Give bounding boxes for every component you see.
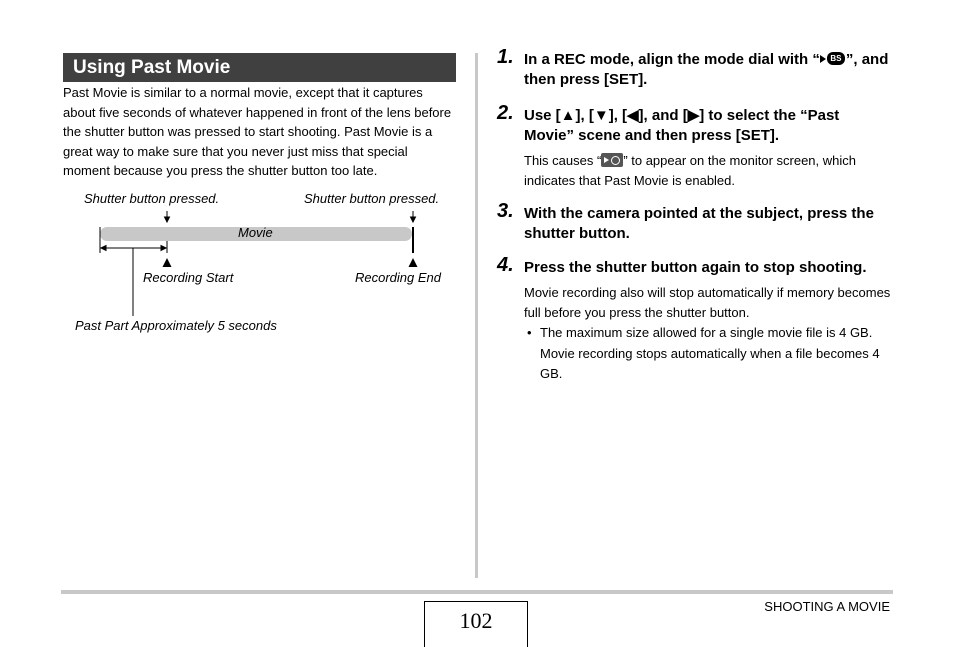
step-description: Movie recording also will stop automatically if memory becomes full before you press the shutter button. xyxy=(524,285,891,320)
step-number: 3. xyxy=(497,200,514,222)
past-part-arrow xyxy=(101,246,166,251)
step-number: 1. xyxy=(497,46,514,68)
step-2 xyxy=(497,102,892,190)
step-title: Use [▲], [▼], [◀], and [▶] to select the “Past Movie” scene and then press [SET]. xyxy=(524,107,840,144)
step-number: 4. xyxy=(497,254,514,276)
section-heading: Using Past Movie xyxy=(63,53,456,82)
recording-start-label: Recording Start xyxy=(143,270,234,285)
step-1 xyxy=(497,46,892,90)
movie-label: Movie xyxy=(238,225,273,240)
recording-start-marker xyxy=(163,258,172,267)
step-description: This causes “ ” to appear on the monitor screen, which indicates that Past Movie is enabled. xyxy=(524,153,856,188)
column-divider xyxy=(475,53,478,578)
shutter-pressed-right-label: Shutter button pressed. xyxy=(304,191,440,206)
shutter-arrow-right xyxy=(411,211,416,222)
steps-list xyxy=(497,46,892,395)
step-title: With the camera pointed at the subject, press the shutter button. xyxy=(524,205,874,242)
recording-end-marker xyxy=(409,258,418,267)
step-3 xyxy=(497,200,892,244)
bs-scene-icon: BS xyxy=(820,52,846,65)
intro-paragraph: Past Movie is similar to a normal movie, except that it captures about five seconds of whatever happened in front of the lens before the shutter button was pressed to start shooting. Past Movie is a great way to make sure that you never just miss that special moment because you press the shutter button too late. xyxy=(63,85,452,178)
recording-end-label: Recording End xyxy=(355,270,441,285)
bullet-item: • The maximum size allowed for a single movie file is 4 GB. Movie recording stops automatically when a file becomes 4 GB. xyxy=(527,325,880,381)
shutter-pressed-left-label: Shutter button pressed. xyxy=(84,191,220,206)
past-part-label: Past Part Approximately 5 seconds xyxy=(75,318,277,333)
past-movie-icon xyxy=(601,153,623,167)
footer-rule xyxy=(61,590,893,594)
step-title: Press the shutter button again to stop shooting. xyxy=(524,259,867,276)
shutter-arrow-left xyxy=(165,211,170,222)
page-number: 102 xyxy=(424,601,528,647)
step-number: 2. xyxy=(497,102,514,124)
step-title: In a REC mode, align the mode dial with “ BS ”, and then press [SET]. xyxy=(524,51,889,88)
footer-section-name: SHOOTING A MOVIE xyxy=(764,599,890,614)
step-4 xyxy=(497,254,892,385)
